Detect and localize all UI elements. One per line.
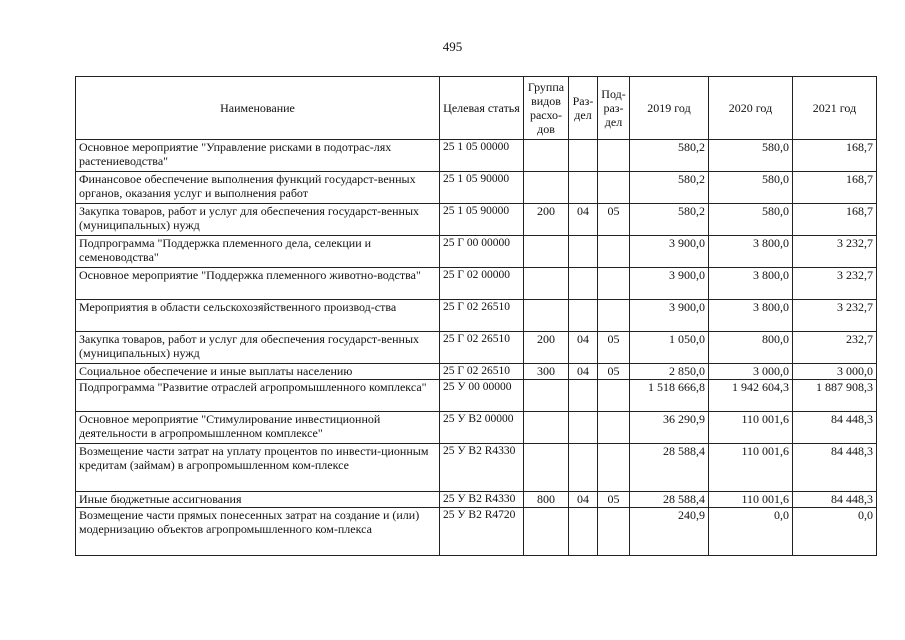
row-section [569,508,598,556]
row-2020: 580,0 [709,172,793,204]
row-section [569,380,598,412]
row-section [569,140,598,172]
row-2020: 580,0 [709,204,793,236]
row-section [569,300,598,332]
row-name: Закупка товаров, работ и услуг для обеспечения государст-венных (муниципальных) нужд [76,332,440,364]
row-expense-group: 200 [524,332,569,364]
row-subsection [598,444,630,492]
row-2020: 110 001,6 [709,444,793,492]
row-expense-group [524,172,569,204]
row-2019: 28 588,4 [630,444,709,492]
row-expense-group [524,236,569,268]
row-target-article: 25 Г 02 26510 [440,332,524,364]
row-2019: 240,9 [630,508,709,556]
row-2021: 168,7 [793,140,877,172]
row-expense-group [524,508,569,556]
row-name: Подпрограмма "Развитие отраслей агропромышленного комплекса" [76,380,440,412]
row-section [569,412,598,444]
row-2020: 110 001,6 [709,412,793,444]
row-2019: 1 050,0 [630,332,709,364]
header-2020: 2020 год [709,77,793,140]
row-target-article: 25 У 00 00000 [440,380,524,412]
row-name: Возмещение части прямых понесенных затрат на создание и (или) модернизацию объектов агропромышленного ком-плекса [76,508,440,556]
table-row [76,380,877,412]
row-2020: 800,0 [709,332,793,364]
row-name: Мероприятия в области сельскохозяйственного производ-ства [76,300,440,332]
header-expense-group: Группа видов расхо-дов [524,77,569,140]
table-row [76,492,877,508]
row-name: Основное мероприятие "Стимулирование инвестиционной деятельности в агропромышленном комплексе" [76,412,440,444]
row-name: Основное мероприятие "Управление рисками в подотрас-лях растениеводства" [76,140,440,172]
row-subsection: 05 [598,332,630,364]
row-2020: 3 800,0 [709,236,793,268]
row-name: Социальное обеспечение и иные выплаты населению [76,364,440,380]
row-2020: 3 800,0 [709,268,793,300]
table-row [76,268,877,300]
row-2021: 3 232,7 [793,236,877,268]
row-section: 04 [569,204,598,236]
row-2019: 580,2 [630,140,709,172]
row-expense-group [524,300,569,332]
table-row [76,204,877,236]
row-expense-group [524,380,569,412]
header-2021: 2021 год [793,77,877,140]
row-2020: 580,0 [709,140,793,172]
row-2020: 110 001,6 [709,492,793,508]
row-expense-group [524,268,569,300]
row-2021: 168,7 [793,172,877,204]
row-subsection [598,236,630,268]
page-number: 495 [442,39,463,54]
row-subsection: 05 [598,492,630,508]
table-row [76,236,877,268]
row-name: Закупка товаров, работ и услуг для обеспечения государст-венных (муниципальных) нужд [76,204,440,236]
row-2021: 3 232,7 [793,300,877,332]
row-2021: 168,7 [793,204,877,236]
table-row [76,412,877,444]
row-2021: 0,0 [793,508,877,556]
row-2019: 28 588,4 [630,492,709,508]
row-2019: 3 900,0 [630,268,709,300]
row-target-article: 25 Г 02 26510 [440,300,524,332]
header-name: Наименование [76,77,440,140]
row-name: Возмещение части затрат на уплату процентов по инвести-ционным кредитам (займам) в агропромышленном ком-плексе [76,444,440,492]
header-section: Раз-дел [569,77,598,140]
row-2021: 232,7 [793,332,877,364]
row-target-article: 25 У В2 R4330 [440,492,524,508]
row-section: 04 [569,364,598,380]
header-target-article: Целевая статья [440,77,524,140]
table-row [76,444,877,492]
row-2021: 1 887 908,3 [793,380,877,412]
table-row [76,332,877,364]
row-name: Иные бюджетные ассигнования [76,492,440,508]
row-subsection [598,380,630,412]
row-target-article: 25 1 05 00000 [440,140,524,172]
table-row [76,140,877,172]
row-subsection [598,300,630,332]
row-2020: 3 000,0 [709,364,793,380]
row-2021: 84 448,3 [793,412,877,444]
row-target-article: 25 Г 02 26510 [440,364,524,380]
header-subsection: Под-раз-дел [598,77,630,140]
row-2019: 2 850,0 [630,364,709,380]
header-2019: 2019 год [630,77,709,140]
row-2020: 3 800,0 [709,300,793,332]
row-subsection [598,140,630,172]
row-2021: 3 232,7 [793,268,877,300]
row-subsection: 05 [598,364,630,380]
row-name: Подпрограмма "Поддержка племенного дела, селекции и семеноводства" [76,236,440,268]
budget-table [75,76,877,556]
table-row [76,508,877,556]
row-expense-group: 200 [524,204,569,236]
row-subsection [598,508,630,556]
row-subsection [598,412,630,444]
row-subsection [598,172,630,204]
row-target-article: 25 Г 00 00000 [440,236,524,268]
table-row [76,172,877,204]
row-expense-group: 300 [524,364,569,380]
row-2019: 1 518 666,8 [630,380,709,412]
row-target-article: 25 1 05 90000 [440,172,524,204]
row-2019: 3 900,0 [630,300,709,332]
row-section [569,236,598,268]
row-subsection [598,268,630,300]
row-2020: 1 942 604,3 [709,380,793,412]
row-section [569,172,598,204]
row-target-article: 25 У В2 00000 [440,412,524,444]
row-name: Финансовое обеспечение выполнения функций государст-венных органов, оказания услуг и выполнения работ [76,172,440,204]
row-2019: 580,2 [630,172,709,204]
row-target-article: 25 Г 02 00000 [440,268,524,300]
row-2021: 3 000,0 [793,364,877,380]
table-header-row [76,77,877,140]
table-body [76,140,877,556]
row-target-article: 25 1 05 90000 [440,204,524,236]
row-2019: 36 290,9 [630,412,709,444]
row-subsection: 05 [598,204,630,236]
row-2019: 3 900,0 [630,236,709,268]
row-expense-group [524,444,569,492]
row-2020: 0,0 [709,508,793,556]
row-target-article: 25 У В2 R4330 [440,444,524,492]
row-2019: 580,2 [630,204,709,236]
row-section: 04 [569,492,598,508]
row-section: 04 [569,332,598,364]
row-name: Основное мероприятие "Поддержка племенного животно-водства" [76,268,440,300]
table-row [76,364,877,380]
table-row [76,300,877,332]
row-2021: 84 448,3 [793,444,877,492]
row-section [569,444,598,492]
row-expense-group [524,412,569,444]
row-section [569,268,598,300]
row-expense-group: 800 [524,492,569,508]
row-expense-group [524,140,569,172]
row-target-article: 25 У В2 R4720 [440,508,524,556]
row-2021: 84 448,3 [793,492,877,508]
